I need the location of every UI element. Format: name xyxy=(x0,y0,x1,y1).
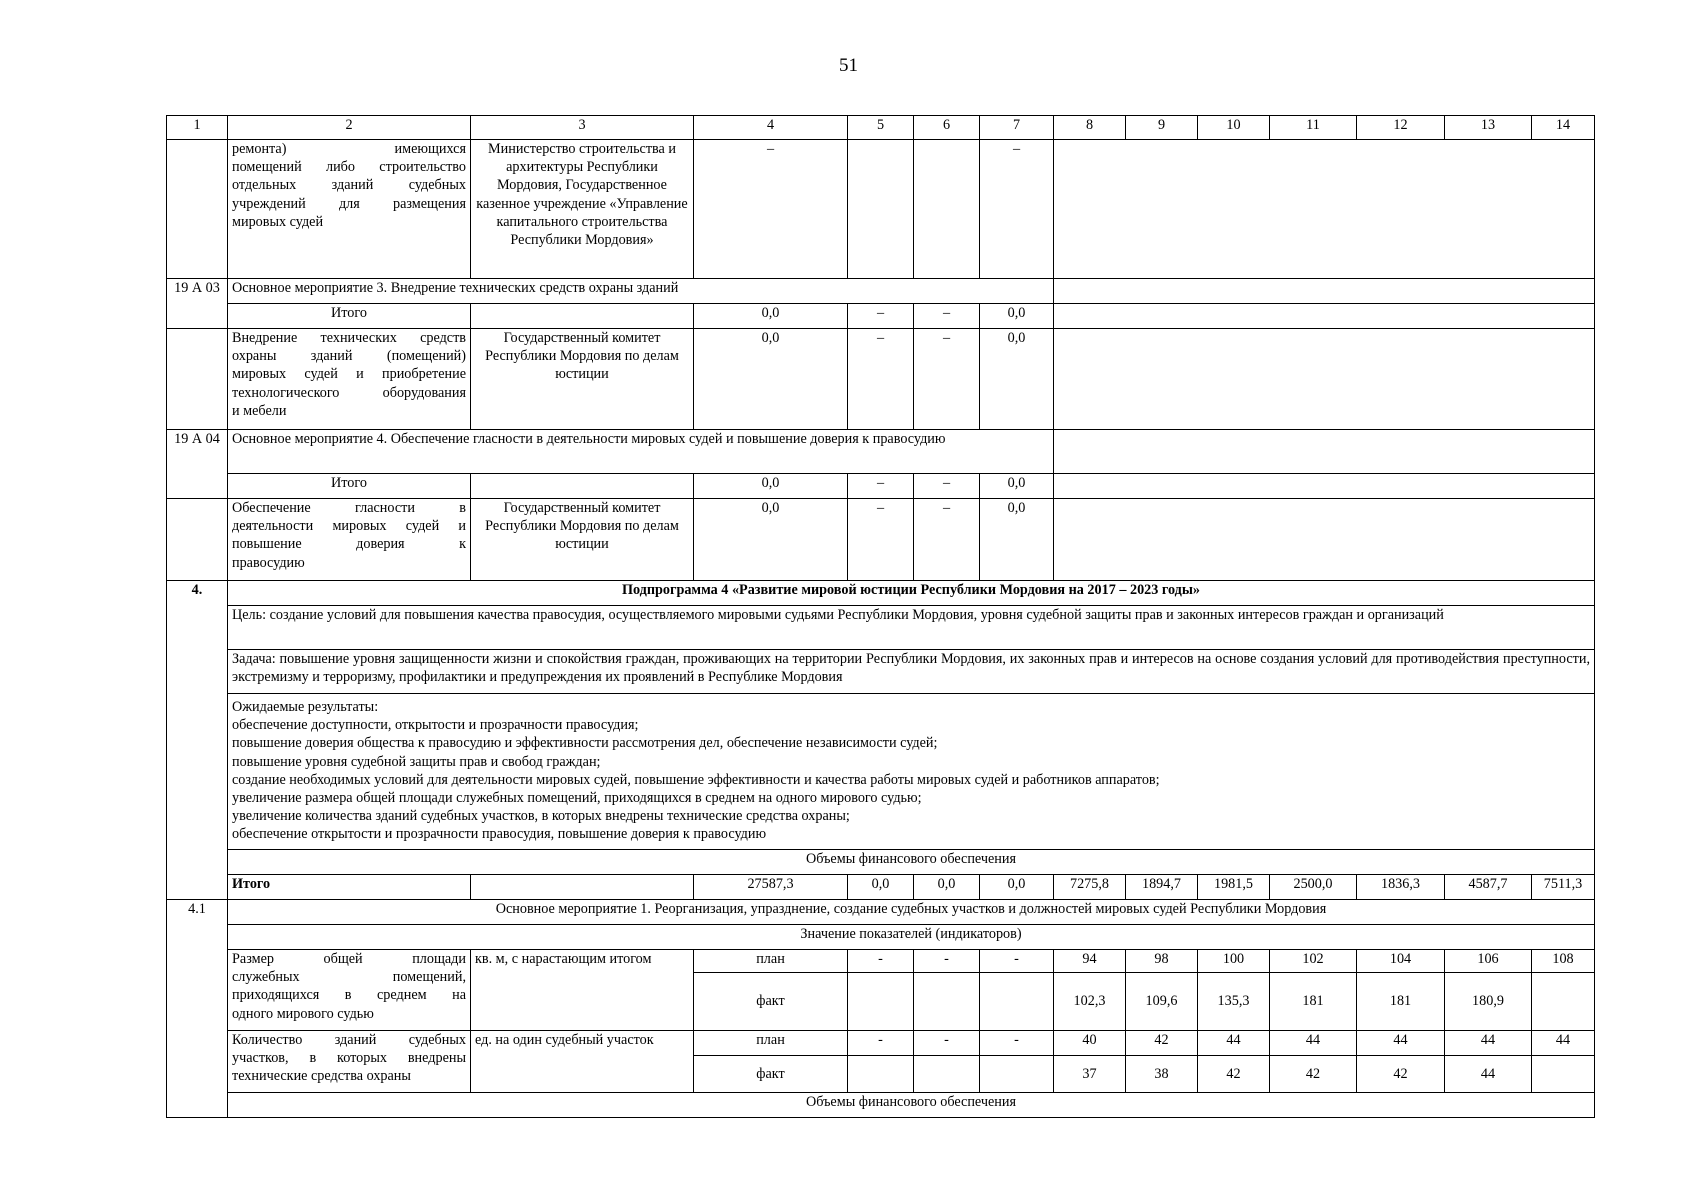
table-row xyxy=(167,694,1595,850)
activity-title: Основное мероприятие 3. Внедрение технических средств охраны зданий xyxy=(228,279,1054,304)
value-cell: 44 xyxy=(1198,1031,1270,1056)
col-header: 8 xyxy=(1054,116,1126,140)
itogo-label: Итого xyxy=(228,474,471,499)
table-row xyxy=(167,329,1595,430)
col-header: 10 xyxy=(1198,116,1270,140)
text-line: Количество зданий судебных xyxy=(232,1032,466,1048)
table-row xyxy=(167,1093,1595,1118)
col-header: 6 xyxy=(914,116,980,140)
row-number: 4.1 xyxy=(167,900,228,1118)
value-cell: 135,3 xyxy=(1198,973,1270,1031)
value-cell: 0,0 xyxy=(980,304,1054,329)
row-number xyxy=(167,329,228,430)
fact-label: факт xyxy=(694,1056,848,1093)
table-row xyxy=(167,581,1595,606)
value-cell: 181 xyxy=(1270,973,1357,1031)
text-line: служебных помещений, xyxy=(232,969,466,986)
col-header: 3 xyxy=(471,116,694,140)
value-cell: - xyxy=(914,1031,980,1056)
value-cell: 1894,7 xyxy=(1126,875,1198,900)
text-line: мировых судей xyxy=(232,213,324,230)
empty-cell xyxy=(1054,140,1595,279)
table-row xyxy=(167,430,1595,474)
value-cell: 0,0 xyxy=(980,329,1054,430)
plan-label: план xyxy=(694,1031,848,1056)
text-line: ремонта) имеющихся xyxy=(232,141,466,157)
text-line: одного мирового судью xyxy=(232,1005,374,1022)
text-line: помещений либо строительство xyxy=(232,159,466,176)
value-cell: 37 xyxy=(1054,1056,1126,1093)
text-line: повышение уровня судебной защиты прав и свобод граждан; xyxy=(232,753,601,770)
row-number: 19 А 04 xyxy=(167,430,228,499)
value-cell: 44 xyxy=(1357,1031,1445,1056)
executor: Государственный комитет Республики Мордовия по делам юстиции xyxy=(471,329,694,430)
text-line: повышение доверия общества к правосудию и эффективности рассмотрения дел, обеспечение независимости судей; xyxy=(232,735,938,752)
value-cell: 0,0 xyxy=(980,474,1054,499)
text-line: Внедрение технических средств xyxy=(232,330,466,346)
value-cell: – xyxy=(980,140,1054,279)
text-line: правосудию xyxy=(232,554,305,571)
value-cell xyxy=(1532,973,1595,1031)
value-cell: 1981,5 xyxy=(1198,875,1270,900)
value-cell: 7511,3 xyxy=(1532,875,1595,900)
page-number: 51 xyxy=(839,55,858,76)
col-header: 12 xyxy=(1357,116,1445,140)
activity-title: Основное мероприятие 1. Реорганизация, упразднение, создание судебных участков и должностей мировых судей Республики Мордовия xyxy=(228,900,1595,925)
value-cell xyxy=(848,973,914,1031)
empty-cell xyxy=(1054,474,1595,499)
fact-label: факт xyxy=(694,973,848,1031)
value-cell: – xyxy=(914,474,980,499)
text-line: отдельных зданий судебных xyxy=(232,177,466,194)
table-row xyxy=(167,499,1595,581)
text-line: технологического оборудования xyxy=(232,384,466,401)
financing-header: Объемы финансового обеспечения xyxy=(228,850,1595,875)
plan-label: план xyxy=(694,950,848,973)
value-cell: 40 xyxy=(1054,1031,1126,1056)
table-row xyxy=(167,875,1595,900)
value-cell: 180,9 xyxy=(1445,973,1532,1031)
indicator-unit: ед. на один судебный участок xyxy=(471,1031,694,1093)
row-number: 19 А 03 xyxy=(167,279,228,329)
table-row xyxy=(167,474,1595,499)
text-line: охраны зданий (помещений) xyxy=(232,348,466,365)
empty-cell xyxy=(471,875,694,900)
text-line: приходящихся в среднем на xyxy=(232,987,466,1004)
value-cell: – xyxy=(914,499,980,581)
value-cell: 0,0 xyxy=(694,304,848,329)
subprogram-task: Задача: повышение уровня защищенности жизни и спокойствия граждан, проживающих на территории Республики Мордовия, их законных прав и интересов на основе создания условий для противодействия преступности, экстремизму и терроризму, профилактики и предупреждения их проявлений в Республике Мордовия xyxy=(228,650,1595,694)
value-cell: - xyxy=(980,950,1054,973)
value-cell: 42 xyxy=(1270,1056,1357,1093)
value-cell: 1836,3 xyxy=(1357,875,1445,900)
value-cell: 42 xyxy=(1126,1031,1198,1056)
value-cell: – xyxy=(848,499,914,581)
empty-cell xyxy=(1054,430,1595,474)
value-cell: - xyxy=(914,950,980,973)
value-cell: 7275,8 xyxy=(1054,875,1126,900)
text-line: повышение доверия к xyxy=(232,536,466,553)
value-cell: 44 xyxy=(1270,1031,1357,1056)
text-line: технические средства охраны xyxy=(232,1068,411,1085)
value-cell: 4587,7 xyxy=(1445,875,1532,900)
text-line: Ожидаемые результаты: xyxy=(232,699,379,715)
text-line: увеличение размера общей площади служебных помещений, приходящихся в среднем на одного мирового судью; xyxy=(232,790,922,807)
value-cell xyxy=(848,140,914,279)
text-line: обеспечение доступности, открытости и прозрачности правосудия; xyxy=(232,717,639,734)
value-cell xyxy=(914,140,980,279)
value-cell: – xyxy=(694,140,848,279)
col-header: 9 xyxy=(1126,116,1198,140)
row-number xyxy=(167,140,228,279)
value-cell: 27587,3 xyxy=(694,875,848,900)
value-cell: 102,3 xyxy=(1054,973,1126,1031)
value-cell: - xyxy=(980,1031,1054,1056)
value-cell: 0,0 xyxy=(980,875,1054,900)
value-cell: – xyxy=(914,304,980,329)
activity-name xyxy=(228,499,471,581)
text-line: Обеспечение гласности в xyxy=(232,500,466,516)
table-row xyxy=(167,140,1595,279)
value-cell xyxy=(980,1056,1054,1093)
program-table xyxy=(166,115,1595,1118)
itogo-label: Итого xyxy=(228,304,471,329)
value-cell: 2500,0 xyxy=(1270,875,1357,900)
value-cell: 0,0 xyxy=(980,499,1054,581)
table-row xyxy=(167,925,1595,950)
table-row xyxy=(167,650,1595,694)
empty-cell xyxy=(1054,499,1595,581)
indicators-header: Значение показателей (индикаторов) xyxy=(228,925,1595,950)
col-header: 14 xyxy=(1532,116,1595,140)
indicator-unit: кв. м, с нарастающим итогом xyxy=(471,950,694,1031)
value-cell: 0,0 xyxy=(914,875,980,900)
value-cell xyxy=(914,973,980,1031)
empty-cell xyxy=(1054,304,1595,329)
text-line: увеличение количества зданий судебных участков, в которых внедрены технические средства охраны; xyxy=(232,808,850,825)
col-header: 4 xyxy=(694,116,848,140)
value-cell xyxy=(980,973,1054,1031)
value-cell: 102 xyxy=(1270,950,1357,973)
text-line: обеспечение открытости и прозрачности правосудия, повышение доверия к правосудию xyxy=(232,826,767,843)
col-header: 2 xyxy=(228,116,471,140)
value-cell: 106 xyxy=(1445,950,1532,973)
value-cell: 0,0 xyxy=(694,499,848,581)
value-cell: 108 xyxy=(1532,950,1595,973)
indicator-name xyxy=(228,950,471,1031)
table-row xyxy=(167,900,1595,925)
activity-name xyxy=(228,140,471,279)
table-row xyxy=(167,606,1595,650)
col-header: 1 xyxy=(167,116,228,140)
row-number xyxy=(167,499,228,581)
value-cell: – xyxy=(848,304,914,329)
value-cell: 104 xyxy=(1357,950,1445,973)
text-line: участков, в которых внедрены xyxy=(232,1050,466,1067)
empty-cell xyxy=(1054,279,1595,304)
value-cell: - xyxy=(848,1031,914,1056)
value-cell: 98 xyxy=(1126,950,1198,973)
value-cell xyxy=(1532,1056,1595,1093)
value-cell: – xyxy=(848,474,914,499)
value-cell: 42 xyxy=(1357,1056,1445,1093)
text-line: Размер общей площади xyxy=(232,951,466,967)
executor: Министерство строительства и архитектуры Республики Мордовия, Государственное казенное учреждение «Управление капитального строительства Республики Мордовия» xyxy=(471,140,694,279)
value-cell: – xyxy=(914,329,980,430)
text-line: мировых судей и приобретение xyxy=(232,366,466,383)
empty-cell xyxy=(471,304,694,329)
table-row xyxy=(167,279,1595,304)
value-cell xyxy=(914,1056,980,1093)
activity-title: Основное мероприятие 4. Обеспечение гласности в деятельности мировых судей и повышение доверия к правосудию xyxy=(228,430,1054,474)
empty-cell xyxy=(471,474,694,499)
table-row xyxy=(167,1031,1595,1056)
col-header: 13 xyxy=(1445,116,1532,140)
value-cell: 44 xyxy=(1445,1056,1532,1093)
value-cell: 0,0 xyxy=(694,329,848,430)
activity-name xyxy=(228,329,471,430)
itogo-label: Итого xyxy=(228,875,471,900)
table-row xyxy=(167,950,1595,973)
value-cell xyxy=(848,1056,914,1093)
indicator-name xyxy=(228,1031,471,1093)
value-cell: 42 xyxy=(1198,1056,1270,1093)
text-line: деятельности мировых судей и xyxy=(232,518,466,535)
value-cell: 109,6 xyxy=(1126,973,1198,1031)
text-line: создание необходимых условий для деятельности мировых судей, повышение эффективности и качества работы мировых судей и работников аппаратов; xyxy=(232,771,1160,788)
value-cell: - xyxy=(848,950,914,973)
value-cell: 44 xyxy=(1532,1031,1595,1056)
col-header: 5 xyxy=(848,116,914,140)
value-cell: 100 xyxy=(1198,950,1270,973)
executor: Государственный комитет Республики Мордовия по делам юстиции xyxy=(471,499,694,581)
col-header: 11 xyxy=(1270,116,1357,140)
subprogram-title: Подпрограмма 4 «Развитие мировой юстиции Республики Мордовия на 2017 – 2023 годы» xyxy=(228,581,1595,606)
value-cell: 181 xyxy=(1357,973,1445,1031)
text-line: и мебели xyxy=(232,402,287,419)
empty-cell xyxy=(1054,329,1595,430)
row-number: 4. xyxy=(167,581,228,900)
table-row xyxy=(167,850,1595,875)
column-number-row xyxy=(167,116,1595,140)
value-cell: 0,0 xyxy=(694,474,848,499)
subprogram-goal: Цель: создание условий для повышения качества правосудия, осуществляемого мировыми судьями Республики Мордовия, уровня судебной защиты прав и законных интересов граждан и организаций xyxy=(228,606,1595,650)
value-cell: 38 xyxy=(1126,1056,1198,1093)
col-header: 7 xyxy=(980,116,1054,140)
table-row xyxy=(167,304,1595,329)
expected-results xyxy=(228,694,1595,850)
value-cell: 44 xyxy=(1445,1031,1532,1056)
value-cell: 94 xyxy=(1054,950,1126,973)
text-line: учреждений для размещения xyxy=(232,195,466,212)
value-cell: 0,0 xyxy=(848,875,914,900)
financing-header: Объемы финансового обеспечения xyxy=(228,1093,1595,1118)
value-cell: – xyxy=(848,329,914,430)
